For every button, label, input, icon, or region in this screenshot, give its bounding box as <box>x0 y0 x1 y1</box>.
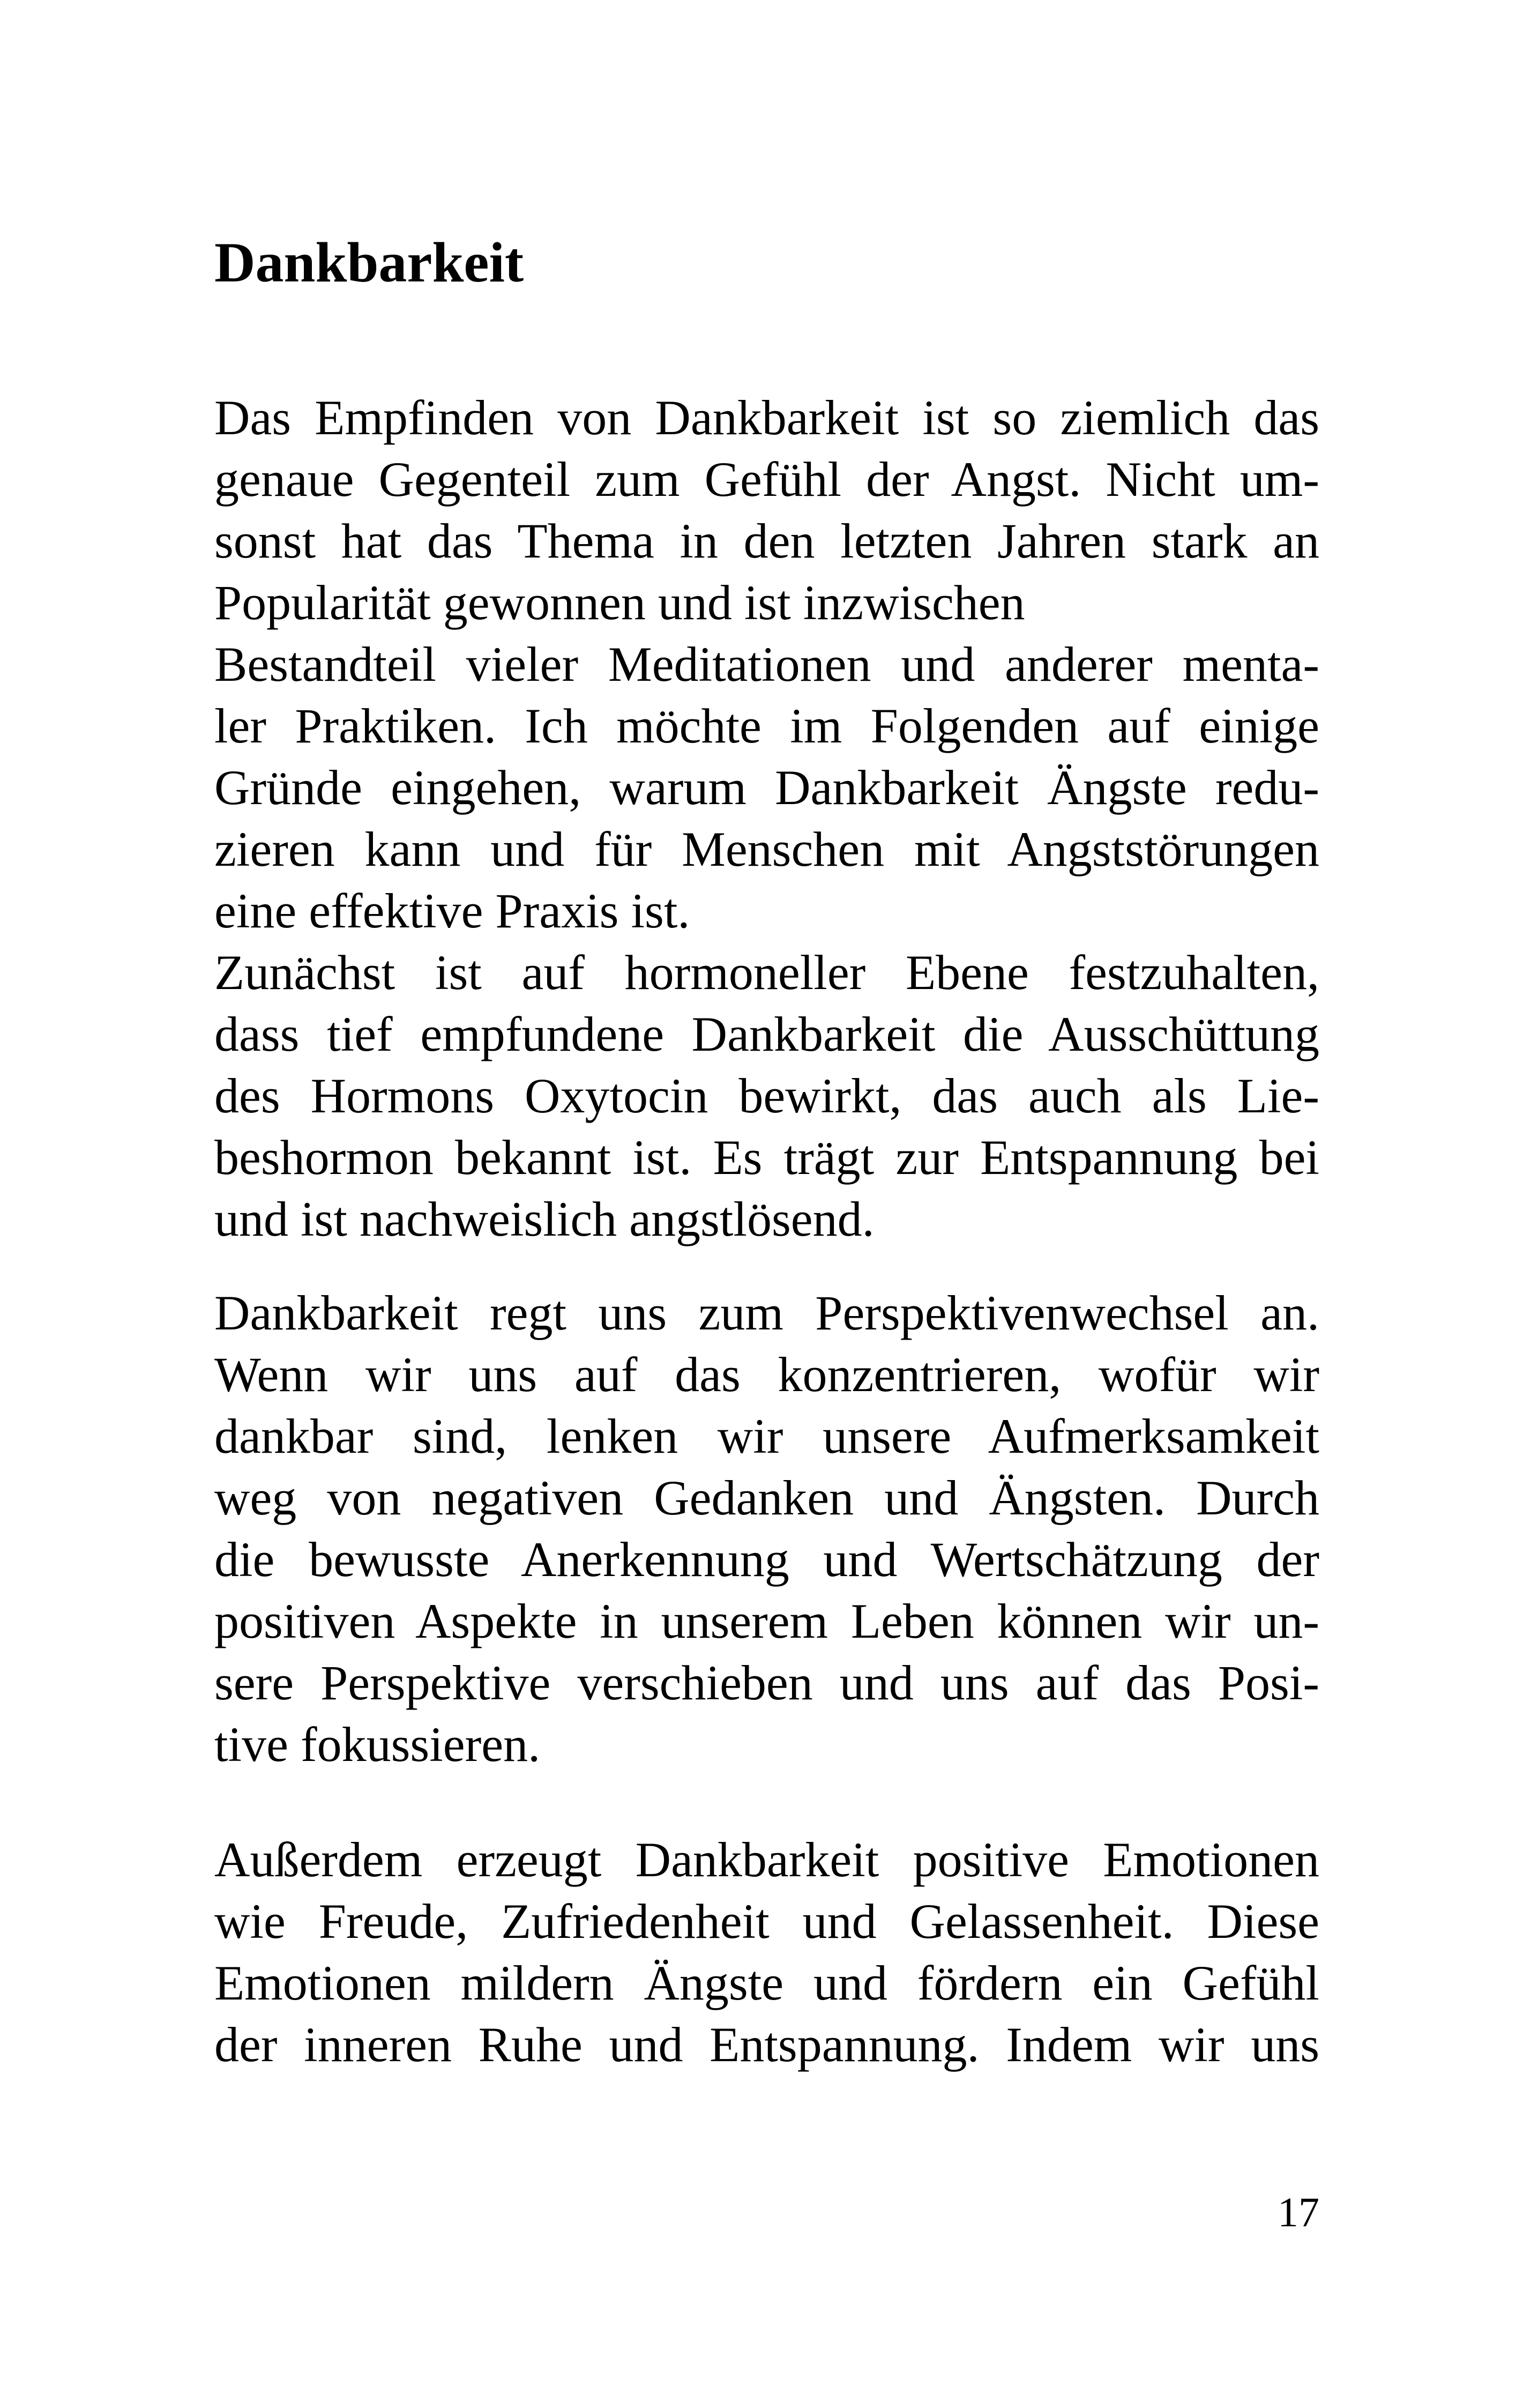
text-line: sonst hat das Thema in den letzten Jahren stark an <box>214 514 1319 568</box>
paragraph-3 <box>214 1829 1319 2076</box>
text-line: wie Freude, Zufriedenheit und Gelassenheit. Diese <box>214 1894 1319 1949</box>
text-line: eine effektive Praxis ist. <box>214 883 690 938</box>
text-line: Dankbarkeit regt uns zum Perspektivenwechsel an. <box>214 1285 1319 1340</box>
page-number: 17 <box>1278 2189 1319 2235</box>
text-line: Zunächst ist auf hormoneller Ebene festzuhalten, <box>214 945 1319 1000</box>
text-line: positiven Aspekte in unserem Leben können wir un- <box>214 1594 1319 1648</box>
text-line: genaue Gegenteil zum Gefühl der Angst. Nicht um- <box>214 452 1319 507</box>
text-line: der inneren Ruhe und Entspannung. Indem wir uns <box>214 2017 1319 2072</box>
chapter-heading: Dankbarkeit <box>214 231 524 294</box>
text-line: Das Empfinden von Dankbarkeit ist so ziemlich das <box>214 390 1319 445</box>
text-line: Wenn wir uns auf das konzentrieren, wofür wir <box>214 1347 1319 1402</box>
text-line: ler Praktiken. Ich möchte im Folgenden auf einige <box>214 698 1319 753</box>
text-line: des Hormons Oxytocin bewirkt, das auch als Lie- <box>214 1068 1319 1123</box>
paragraph-1 <box>214 387 1319 1250</box>
text-line: Bestandteil vieler Meditationen und anderer menta- <box>214 637 1319 692</box>
text-line: und ist nachweislich angstlösend. <box>214 1192 875 1246</box>
text-line: Gründe eingehen, warum Dankbarkeit Ängste redu- <box>214 760 1319 815</box>
text-line: zieren kann und für Menschen mit Angststörungen <box>214 822 1319 876</box>
text-line: Popularität gewonnen und ist inzwischen <box>214 575 1025 630</box>
text-line: Außerdem erzeugt Dankbarkeit positive Emotionen <box>214 1832 1319 1887</box>
text-line: beshormon bekannt ist. Es trägt zur Entspannung bei <box>214 1130 1319 1185</box>
text-line: tive fokussieren. <box>214 1717 541 1772</box>
paragraph-2 <box>214 1282 1319 1775</box>
text-line: weg von negativen Gedanken und Ängsten. Durch <box>214 1470 1319 1525</box>
text-line: dankbar sind, lenken wir unsere Aufmerksamkeit <box>214 1409 1319 1463</box>
text-line: sere Perspektive verschieben und uns auf das Posi- <box>214 1655 1319 1710</box>
text-line: dass tief empfundene Dankbarkeit die Ausschüttung <box>214 1007 1319 1061</box>
text-line: Emotionen mildern Ängste und fördern ein Gefühl <box>214 1956 1319 2010</box>
text-line: die bewusste Anerkennung und Wertschätzung der <box>214 1532 1319 1587</box>
